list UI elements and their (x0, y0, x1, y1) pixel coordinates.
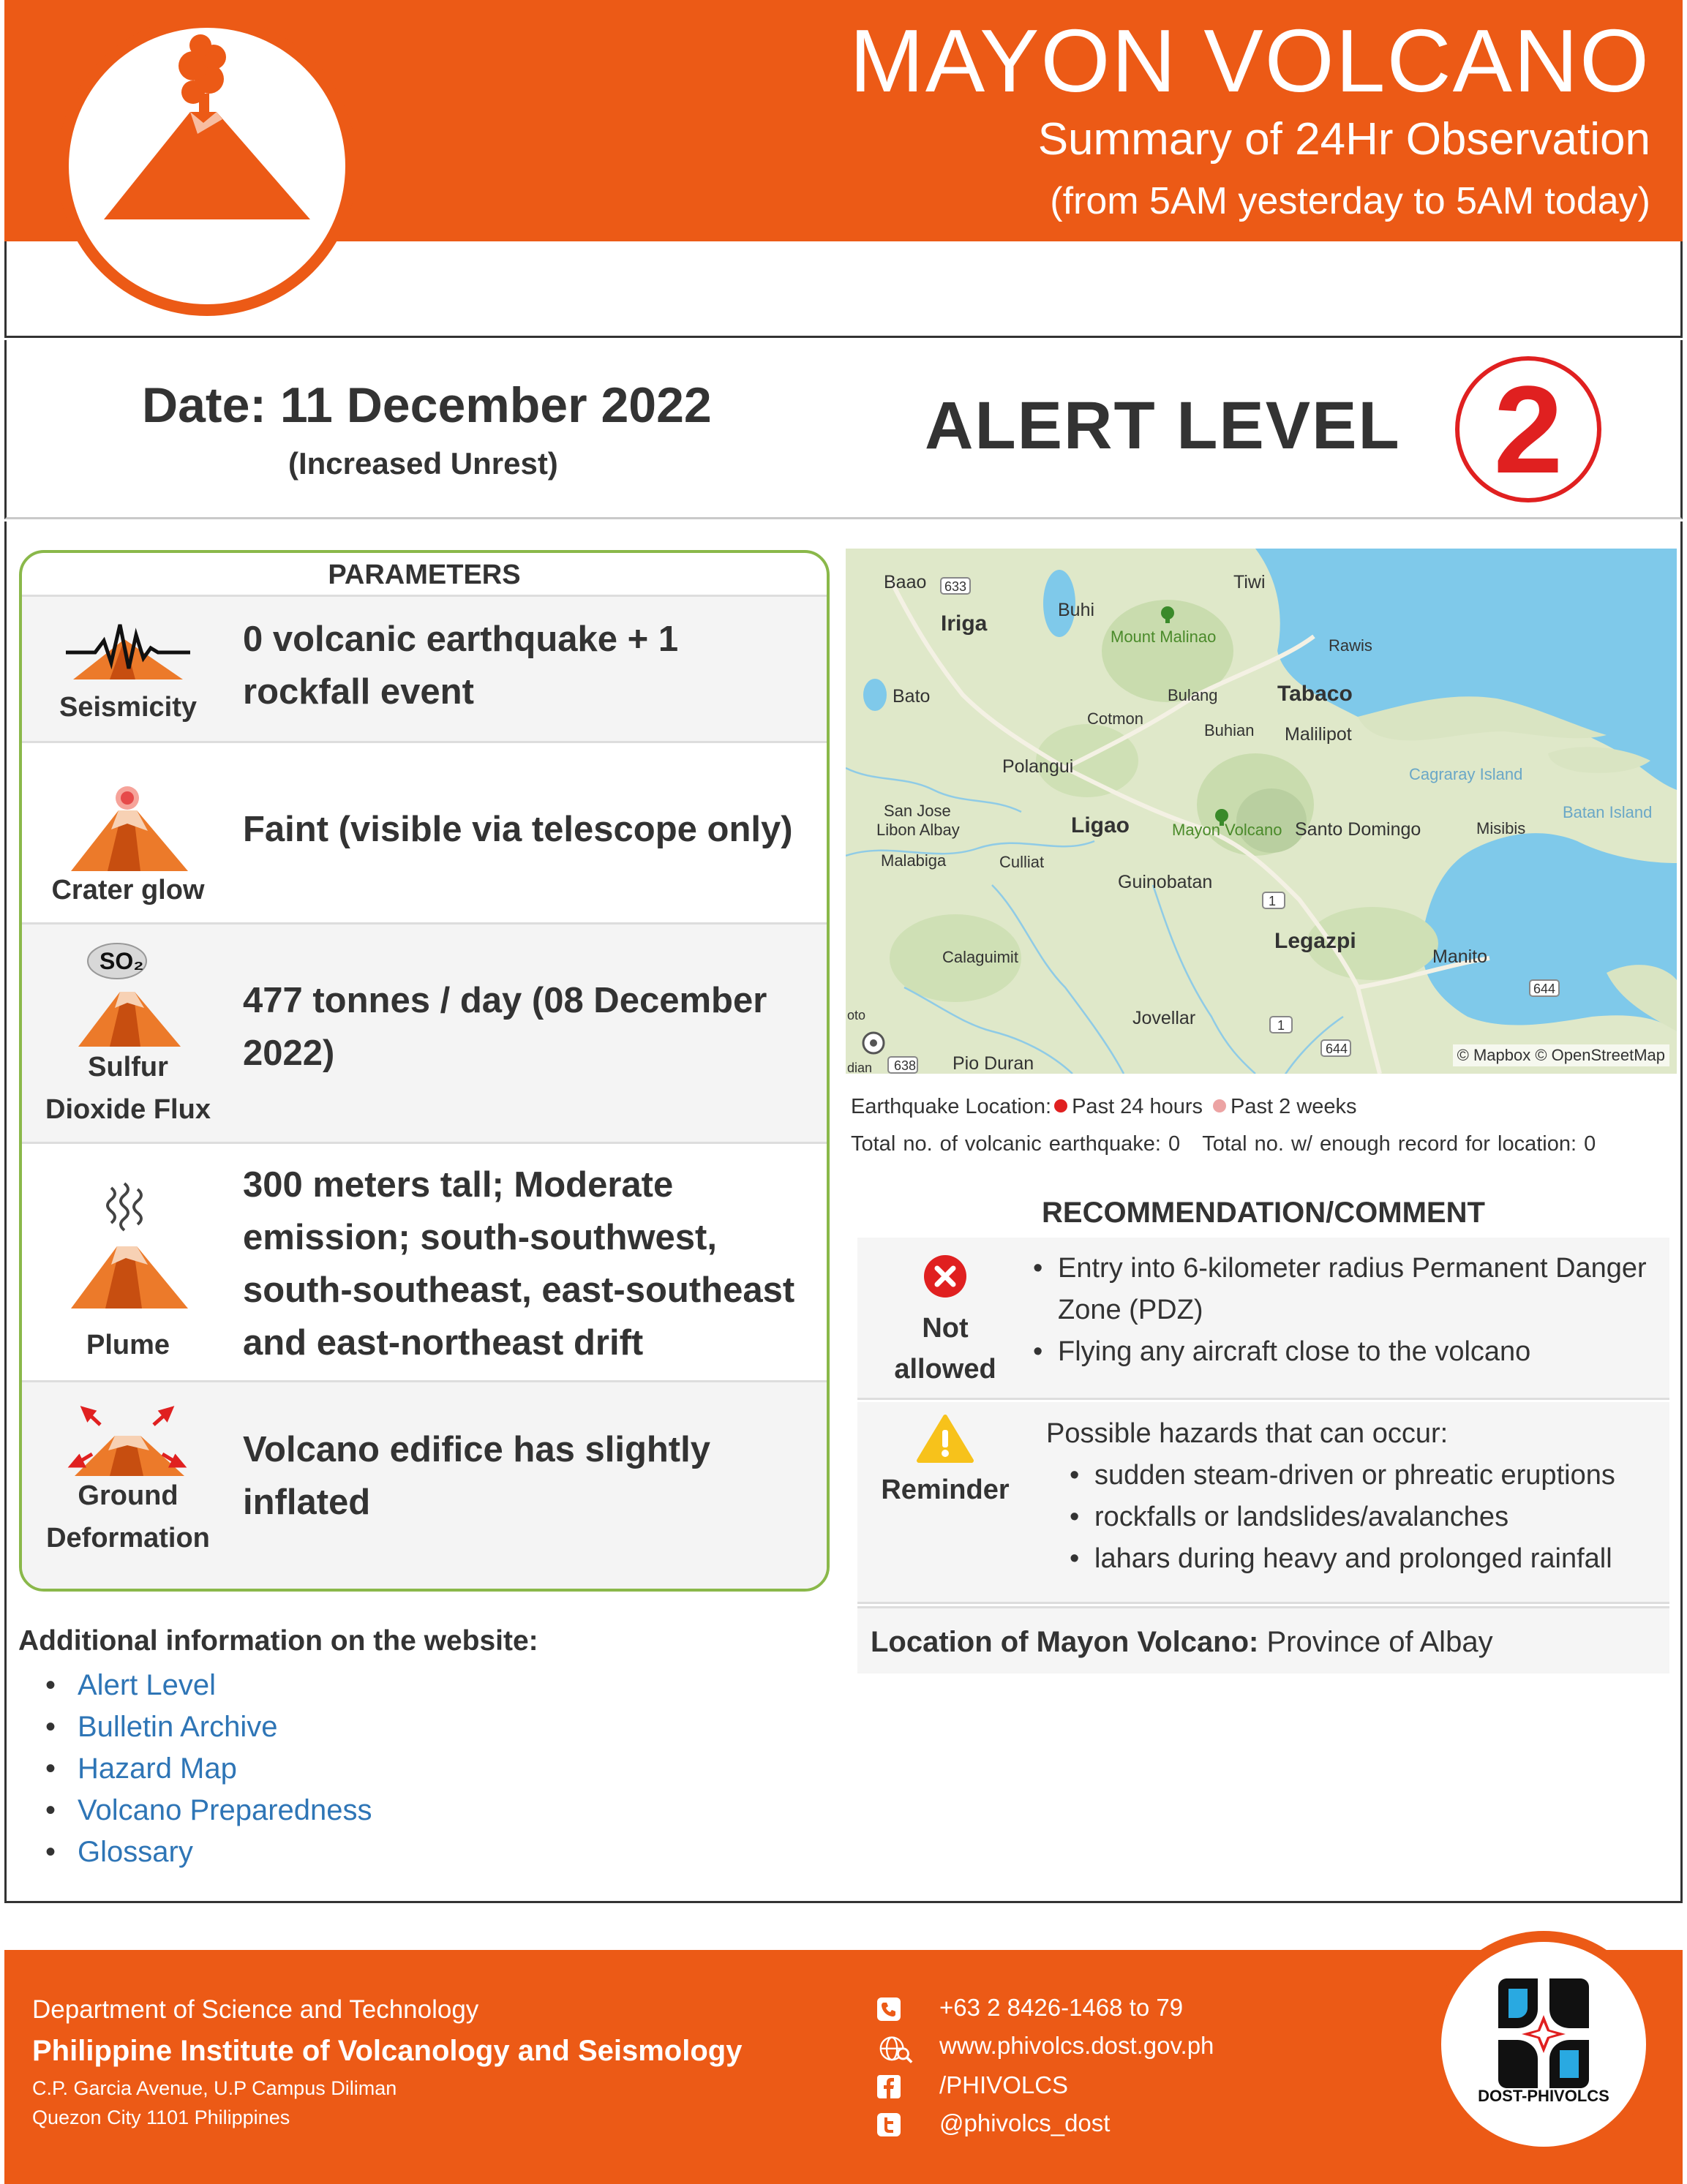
dost-phivolcs-logo (1441, 1942, 1646, 2147)
param-row-deformation (22, 1382, 827, 1591)
reminder-label: Reminder (881, 1475, 1010, 1505)
map-label-batan-island: Batan Island (1563, 803, 1653, 821)
map-label-dian: dian (847, 1061, 873, 1074)
seismograph-icon (66, 610, 190, 683)
phone-icon (876, 1997, 901, 2022)
map-attribution[interactable]: © Mapbox © OpenStreetMap (1453, 1044, 1669, 1066)
volcano-location (857, 1606, 1669, 1673)
volcano-logo-icon (69, 28, 345, 304)
parameters-title: PARAMETERS (22, 553, 827, 597)
deformation-icon (67, 1403, 192, 1483)
param-value-seismicity: 0 volcanic earthquake + 1 rockfall event (243, 620, 679, 712)
dost-phivolcs-logo-icon (1441, 1942, 1646, 2147)
map-label-buhi: Buhi (1058, 600, 1095, 620)
map-label-tiwi: Tiwi (1233, 572, 1266, 592)
crater-glow-icon (67, 780, 192, 882)
unrest-status: (Increased Unrest) (288, 446, 558, 481)
param-label-crater-glow: Crater glow (51, 875, 205, 905)
total-located-earthquakes: Total no. w/ enough record for location: 0 (1202, 1132, 1596, 1156)
map-label-ligao: Ligao (1071, 813, 1130, 837)
not-allowed-list (1027, 1248, 1656, 1373)
reminder-item: • rockfalls or landslides/avalanches (1064, 1496, 1664, 1538)
earthquake-totals (851, 1132, 1596, 1156)
recommendation-title: RECOMMENDATION/COMMENT (857, 1197, 1669, 1240)
map-label-route-633: 633 (944, 579, 967, 594)
plume-icon (67, 1181, 192, 1312)
map-label-libon-albay: Libon Albay (876, 821, 960, 839)
param-row-seismicity (22, 597, 827, 743)
map-label-santo-domingo: Santo Domingo (1295, 819, 1421, 840)
map-label-route-644b: 644 (1326, 1042, 1348, 1056)
not-allowed-item: • Flying any aircraft close to the volcano (1027, 1331, 1656, 1373)
page-title: MAYON VOLCANO (849, 11, 1650, 110)
map-label-manito: Manito (1432, 946, 1488, 967)
map-label-san-jose: San Jose (884, 802, 951, 820)
map-label-polangui: Polangui (1002, 756, 1074, 777)
map-label-bulang: Bulang (1168, 686, 1218, 704)
status-row (4, 340, 1683, 519)
map-label-iriga: Iriga (941, 611, 988, 636)
map-label-guinobatan: Guinobatan (1118, 872, 1213, 892)
total-volcanic-earthquakes: Total no. of volcanic earthquake: 0 (851, 1132, 1181, 1156)
param-value-so2: 477 tonnes / day (08 December 2022) (243, 981, 767, 1073)
map-label-route-1a: 1 (1269, 894, 1277, 908)
param-value-crater-glow: Faint (visible via telescope only) (243, 810, 793, 849)
map-label-malilipot: Malilipot (1285, 724, 1352, 745)
observation-period: (from 5AM yesterday to 5AM today) (1050, 180, 1650, 222)
logo-text: DOST-PHIVOLCS (1478, 2087, 1609, 2105)
reco-row-reminder (857, 1402, 1669, 1604)
map-label-baao: Baao (884, 572, 927, 592)
link-bulletin-archive[interactable]: • Bulletin Archive (45, 1706, 372, 1748)
warning-icon (917, 1414, 974, 1464)
dot-2w-icon (1213, 1099, 1226, 1112)
footer-address-line1: C.P. Garcia Avenue, U.P Campus Diliman (32, 2077, 397, 2099)
map-label-malabiga: Malabiga (881, 851, 947, 870)
param-row-crater-glow (22, 743, 827, 925)
not-allowed-item: • Entry into 6-kilometer radius Permanent Danger Zone (PDZ) (1027, 1248, 1656, 1331)
legend-past-24h: Past 24 hours (1072, 1095, 1203, 1118)
location-label: Location of Mayon Volcano: (871, 1626, 1259, 1658)
footer-department: Department of Science and Technology (32, 1995, 479, 2024)
map-label-route-638: 638 (894, 1058, 917, 1073)
legend-title: Earthquake Location: (851, 1095, 1052, 1118)
legend-past-2w: Past 2 weeks (1231, 1095, 1357, 1118)
footer-address-line2: Quezon City 1101 Philippines (32, 2106, 290, 2128)
map-label-buhian: Buhian (1204, 721, 1255, 739)
website-text: www.phivolcs.dost.gov.ph (939, 2032, 1214, 2059)
additional-links (45, 1665, 372, 1873)
facebook-text: /PHIVOLCS (939, 2071, 1069, 2098)
reminder-item: • sudden steam-driven or phreatic eruptions (1064, 1455, 1664, 1496)
volcano-logo (57, 16, 357, 316)
location-value: Province of Albay (1266, 1626, 1493, 1658)
map-label-misibis: Misibis (1476, 819, 1526, 837)
not-allowed-label-line2: allowed (894, 1354, 996, 1385)
not-allowed-label-line1: Not (922, 1313, 969, 1344)
map-label-legazpi: Legazpi (1274, 929, 1356, 953)
map-label-route-644a: 644 (1533, 982, 1556, 996)
param-label-deformation-line1: Ground (78, 1480, 179, 1511)
map-label-tabaco: Tabaco (1277, 682, 1353, 706)
phone-text: +63 2 8426-1468 to 79 (939, 1994, 1184, 2021)
map-label-cotmon: Cotmon (1087, 709, 1144, 728)
map-label-culliat: Culliat (999, 853, 1045, 871)
x-circle-icon (923, 1254, 968, 1299)
link-alert-level[interactable]: • Alert Level (45, 1665, 372, 1706)
reminder-list (1064, 1455, 1664, 1580)
facebook-icon (876, 2074, 901, 2099)
link-volcano-preparedness[interactable]: • Volcano Preparedness (45, 1790, 372, 1831)
map-label-rawis: Rawis (1329, 636, 1372, 655)
param-row-so2 (22, 925, 827, 1144)
map-label-mayon-volcano: Mayon Volcano (1172, 821, 1282, 839)
param-row-plume (22, 1144, 827, 1382)
param-label-so2-line2: Dioxide Flux (45, 1094, 211, 1125)
map-label-jovellar: Jovellar (1132, 1008, 1196, 1028)
parameters-panel (19, 550, 830, 1592)
map-label-calaguimit: Calaguimit (942, 948, 1018, 966)
param-value-plume: 300 meters tall; Moderate emission; south-southwest, south-southeast, east-southeast and east-northeast drift (243, 1165, 795, 1363)
map-label-oto: oto (847, 1008, 866, 1023)
globe-search-icon (873, 2035, 919, 2064)
reminder-item: • lahars during heavy and prolonged rainfall (1064, 1538, 1664, 1580)
reco-row-not-allowed (857, 1238, 1669, 1400)
param-label-plume: Plume (86, 1330, 170, 1360)
map-label-route-1b: 1 (1277, 1018, 1285, 1033)
alert-level-badge: 2 (1455, 356, 1601, 502)
additional-info-title: Additional information on the website: (18, 1625, 538, 1657)
so2-badge: SO₂ (99, 948, 144, 974)
reminder-intro: Possible hazards that can occur: (1046, 1418, 1449, 1449)
earthquake-legend (851, 1095, 1357, 1119)
link-glossary[interactable]: • Glossary (45, 1831, 372, 1873)
param-label-deformation-line2: Deformation (46, 1523, 210, 1554)
map-label-bato: Bato (893, 686, 931, 707)
earthquake-map[interactable] (846, 549, 1677, 1074)
map-label-mount-malinao: Mount Malinao (1111, 628, 1217, 646)
link-hazard-map[interactable]: • Hazard Map (45, 1748, 372, 1790)
param-value-deformation: Volcano edifice has slightly inflated (243, 1430, 710, 1522)
param-label-so2-line1: Sulfur (88, 1052, 168, 1082)
map-label-cagraray-island: Cagraray Island (1409, 765, 1523, 783)
map-label-pio-duran: Pio Duran (953, 1053, 1034, 1074)
param-label-seismicity: Seismicity (59, 692, 197, 723)
twitter-icon (876, 2112, 901, 2137)
twitter-text: @phivolcs_dost (939, 2109, 1111, 2136)
alert-level-label: ALERT LEVEL (925, 388, 1401, 463)
dot-24h-icon (1054, 1099, 1067, 1112)
footer-institute: Philippine Institute of Volcanology and Seismology (32, 2035, 743, 2067)
page-subtitle: Summary of 24Hr Observation (1037, 114, 1650, 165)
bulletin-date: Date: 11 December 2022 (142, 377, 712, 433)
